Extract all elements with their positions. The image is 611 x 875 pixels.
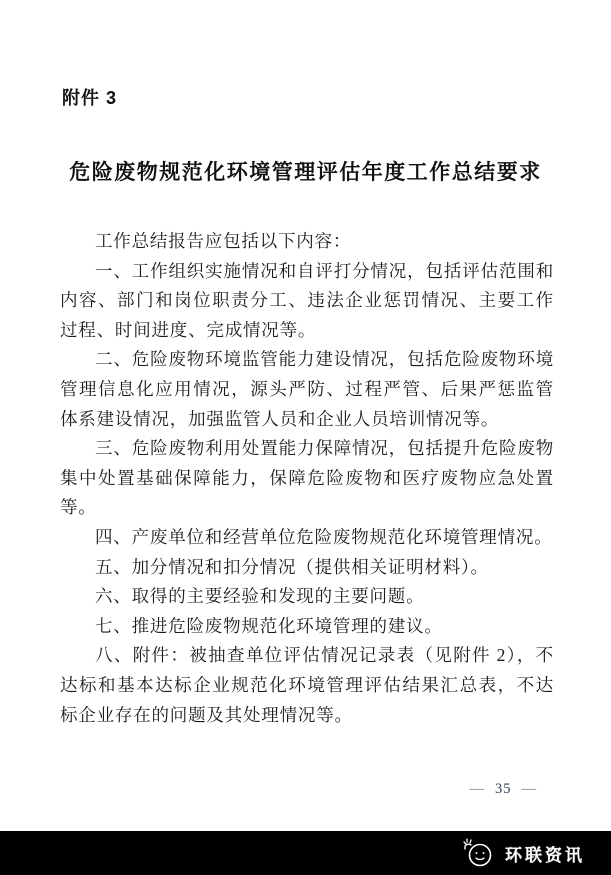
paragraph-item-7: 七、推进危险废物规范化环境管理的建议。 — [95, 615, 443, 636]
brand-logo-icon — [459, 836, 497, 870]
paragraph-item-1: 一、工作组织实施情况和自评打分情况，包括评估范围和内容、部门和岗位职责分工、违法企业惩罚情况、主要工作过程、时间进度、完成情况等。 — [60, 260, 554, 340]
brand-name: 环联资讯 — [505, 845, 585, 865]
paragraph-intro: 工作总结报告应包括以下内容： — [95, 231, 352, 251]
footer-brand-bar — [0, 831, 611, 875]
attachment-label: 附件 3 — [62, 88, 118, 108]
page-number-dash-right: — — [521, 781, 537, 797]
paragraph-item-6: 六、取得的主要经验和发现的主要问题。 — [95, 586, 425, 607]
paragraph-item-2: 二、危险废物环境监管能力建设情况，包括危险废物环境管理信息化应用情况，源头严防、过程严管、后果严惩监管体系建设情况，加强监管人员和企业人员培训情况等。 — [60, 349, 554, 429]
paragraph-item-4: 四、产废单位和经营单位危险废物规范化环境管理情况。 — [95, 526, 553, 547]
page-number-dash-left: — — [469, 781, 485, 797]
paragraph-item-8: 八、附件：被抽查单位评估情况记录表（见附件 2），不达标和基本达标企业规范化环境管理评估结果汇总表，不达标企业存在的问题及其处理情况等。 — [60, 645, 554, 725]
paragraph-item-3: 三、危险废物利用处置能力保障情况，包括提升危险废物集中处置基础保障能力，保障危险废物和医疗废物应急处置等。 — [60, 438, 554, 518]
paragraph-item-5: 五、加分情况和扣分情况（提供相关证明材料）。 — [95, 556, 489, 577]
page-number — [470, 781, 538, 798]
document-title: 危险废物规范化环境管理评估年度工作总结要求 — [69, 161, 542, 184]
page-number-value: 35 — [495, 781, 512, 797]
document-body — [60, 227, 554, 730]
